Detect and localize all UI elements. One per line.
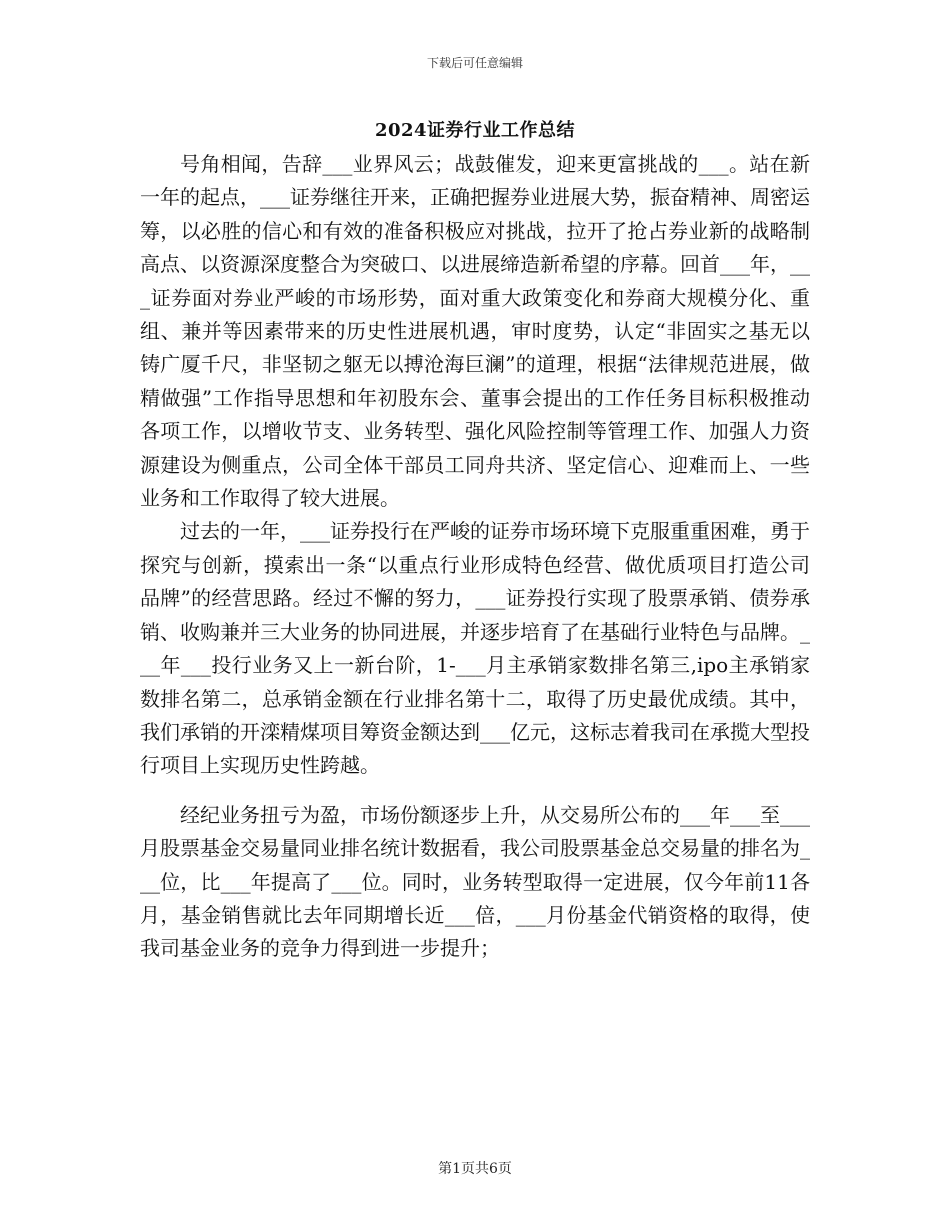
header-note: 下载后可任意编辑 — [426, 56, 523, 70]
document-body — [140, 148, 810, 966]
document-title: 2024证券行业工作总结 — [374, 120, 576, 141]
paragraph-2: 过去的一年，___证券投行在严峻的证券市场环境下克服重重困难，勇于探究与创新，摸索出一条“以重点行业形成特色经营、做优质项目打造公司品牌”的经营思路。经过不懈的努力，___证券投行实现了股票承销、债券承销、收购兼并三大业务的协同进展，并逐步培育了在基础行业特色与品牌。___年___投行业务又上一新台阶，1-___月主承销家数排名第三,ipo主承销家数排名第二，总承销金额在行业排名第十二，取得了历史最优成绩。其中，我们承销的开滦精煤项目筹资金额达到___亿元，这标志着我司在承揽大型投行项目上实现历史性跨越。 — [140, 519, 810, 778]
paragraph-1: 号角相闻，告辞___业界风云；战鼓催发，迎来更富挑战的___。站在新一年的起点，___证券继往开来，正确把握券业进展大势，振奋精神、周密运筹，以必胜的信心和有效的准备积极应对挑战，拉开了抢占券业新的战略制高点、以资源深度整合为突破口、以进展缔造新希望的序幕。回首___年，___证券面对券业严峻的市场形势，面对重大政策变化和券商大规模分化、重组、兼并等因素带来的历史性进展机遇，审时度势，认定“非固实之基无以铸广厦千尺，非坚韧之躯无以搏沧海巨澜”的道理，根据“法律规范进展，做精做强”工作指导思想和年初股东会、董事会提出的工作任务目标积极推动各项工作，以增收节支、业务转型、强化风险控制等管理工作、加强人力资源建设为侧重点，公司全体干部员工同舟共济、坚定信心、迎难而上、一些业务和工作取得了较大进展。 — [140, 152, 810, 511]
paragraph-3: 经纪业务扭亏为盈，市场份额逐步上升，从交易所公布的___年___至___月股票基金交易量同业排名统计数据看，我公司股票基金总交易量的排名为___位，比___年提高了___位。同时，业务转型取得一定进展，仅今年前11各月，基金销售就比去年同期增长近___倍，___月份基金代销资格的取得，使我司基金业务的竞争力得到进一步提升； — [140, 802, 810, 961]
page-number: 第1页共6页 — [438, 1161, 512, 1177]
